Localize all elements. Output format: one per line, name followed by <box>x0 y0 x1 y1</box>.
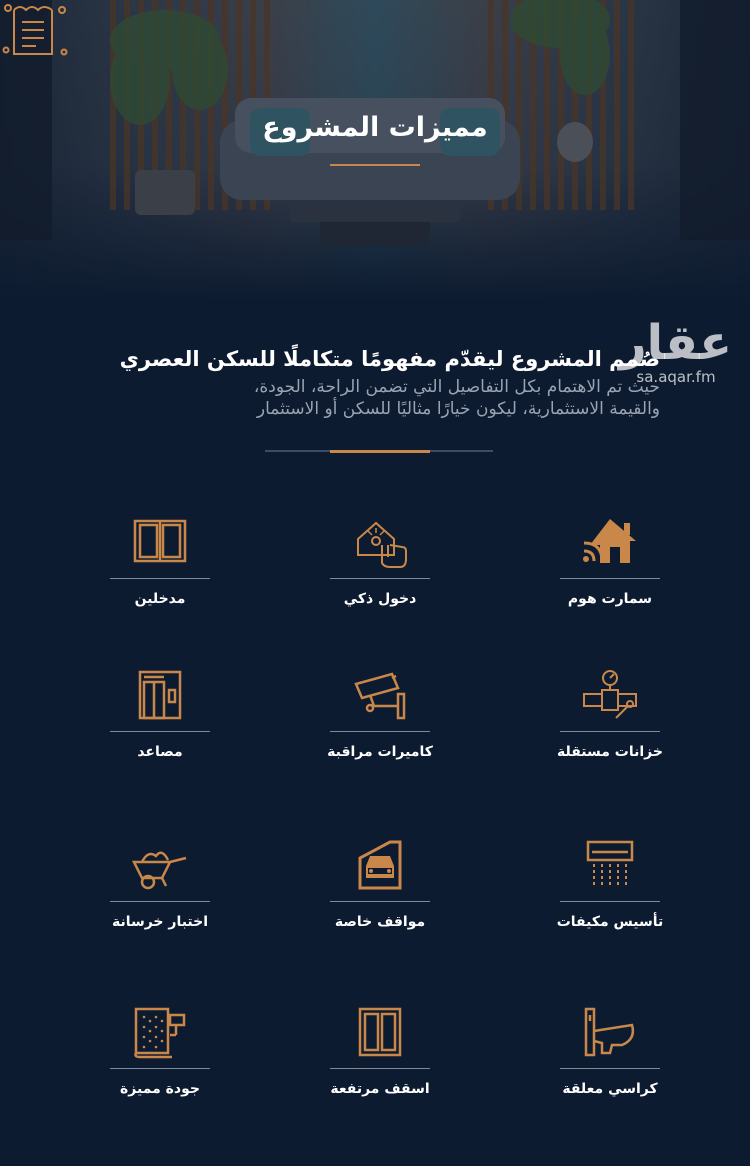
watermark-logo: عقار <box>619 315 732 371</box>
private-parking-icon <box>350 838 410 892</box>
title-underline <box>330 164 420 166</box>
concrete-wheelbarrow-icon <box>130 838 190 892</box>
intro-heading: صُمم المشروع ليقدّم مفهومًا متكاملًا للسكن العصري <box>119 347 660 371</box>
feature-divider <box>330 901 430 902</box>
security-camera-icon <box>350 668 410 722</box>
feature-divider <box>560 901 660 902</box>
feature-label: دخول ذكي <box>343 591 417 607</box>
feature-premium-quality <box>110 1005 210 1115</box>
double-door-icon <box>130 515 190 569</box>
feature-concrete-testing <box>110 838 210 948</box>
feature-double-entrance <box>110 515 210 625</box>
feature-divider <box>560 578 660 579</box>
feature-label: كاميرات مراقبة <box>327 744 433 760</box>
living-room-background-image <box>0 0 750 300</box>
intro-section <box>100 344 660 420</box>
feature-high-ceilings <box>330 1005 430 1115</box>
feature-independent-tanks <box>557 668 663 778</box>
feature-security-cameras <box>327 668 433 778</box>
feature-wall-hung-toilets <box>560 1005 660 1115</box>
feature-label: مواقف خاصة <box>334 914 426 930</box>
feature-label: تأسيس مكيفات <box>556 914 664 930</box>
page-title: مميزات المشروع <box>262 112 488 143</box>
intro-body-line: حيث تم الاهتمام بكل التفاصيل التي تضمن الراحة، الجودة، <box>253 377 660 397</box>
feature-divider <box>110 731 210 732</box>
feature-divider <box>560 731 660 732</box>
air-conditioner-icon <box>580 838 640 892</box>
feature-divider <box>330 578 430 579</box>
smart-entry-icon <box>350 515 410 569</box>
feature-label: مدخلين <box>134 591 186 607</box>
wall-hung-toilet-icon <box>580 1005 640 1059</box>
feature-label: جودة مميزة <box>120 1081 200 1097</box>
feature-label: خزانات مستقلة <box>557 744 663 760</box>
feature-private-parking <box>330 838 430 948</box>
intro-body-line: والقيمة الاستثمارية، ليكون خيارًا مثاليًا للسكن أو الاستثمار <box>256 399 660 419</box>
elevator-icon <box>130 668 190 722</box>
hero-banner <box>0 0 750 300</box>
feature-label: اختبار خرسانة <box>111 914 209 930</box>
smart-home-icon <box>580 515 640 569</box>
feature-label: سمارت هوم <box>567 591 653 607</box>
feature-divider <box>110 578 210 579</box>
feature-divider <box>560 1068 660 1069</box>
feature-label: مصاعد <box>137 744 183 760</box>
feature-ac-installation <box>556 838 664 948</box>
quality-finish-icon <box>130 1005 190 1059</box>
intro-divider-accent <box>330 450 430 453</box>
watermark-url: sa.aqar.fm <box>636 368 716 386</box>
feature-label: كراسي معلقة <box>562 1081 658 1097</box>
feature-divider <box>330 1068 430 1069</box>
feature-divider <box>110 1068 210 1069</box>
water-tank-icon <box>580 668 640 722</box>
high-ceiling-icon <box>350 1005 410 1059</box>
feature-divider <box>110 901 210 902</box>
feature-label: اسقف مرتفعة <box>330 1081 430 1097</box>
feature-smart-home <box>560 515 660 625</box>
document-check-icon <box>0 0 72 62</box>
feature-elevators <box>110 668 210 778</box>
intro-body <box>100 376 660 420</box>
feature-divider <box>330 731 430 732</box>
feature-smart-entry <box>330 515 430 625</box>
